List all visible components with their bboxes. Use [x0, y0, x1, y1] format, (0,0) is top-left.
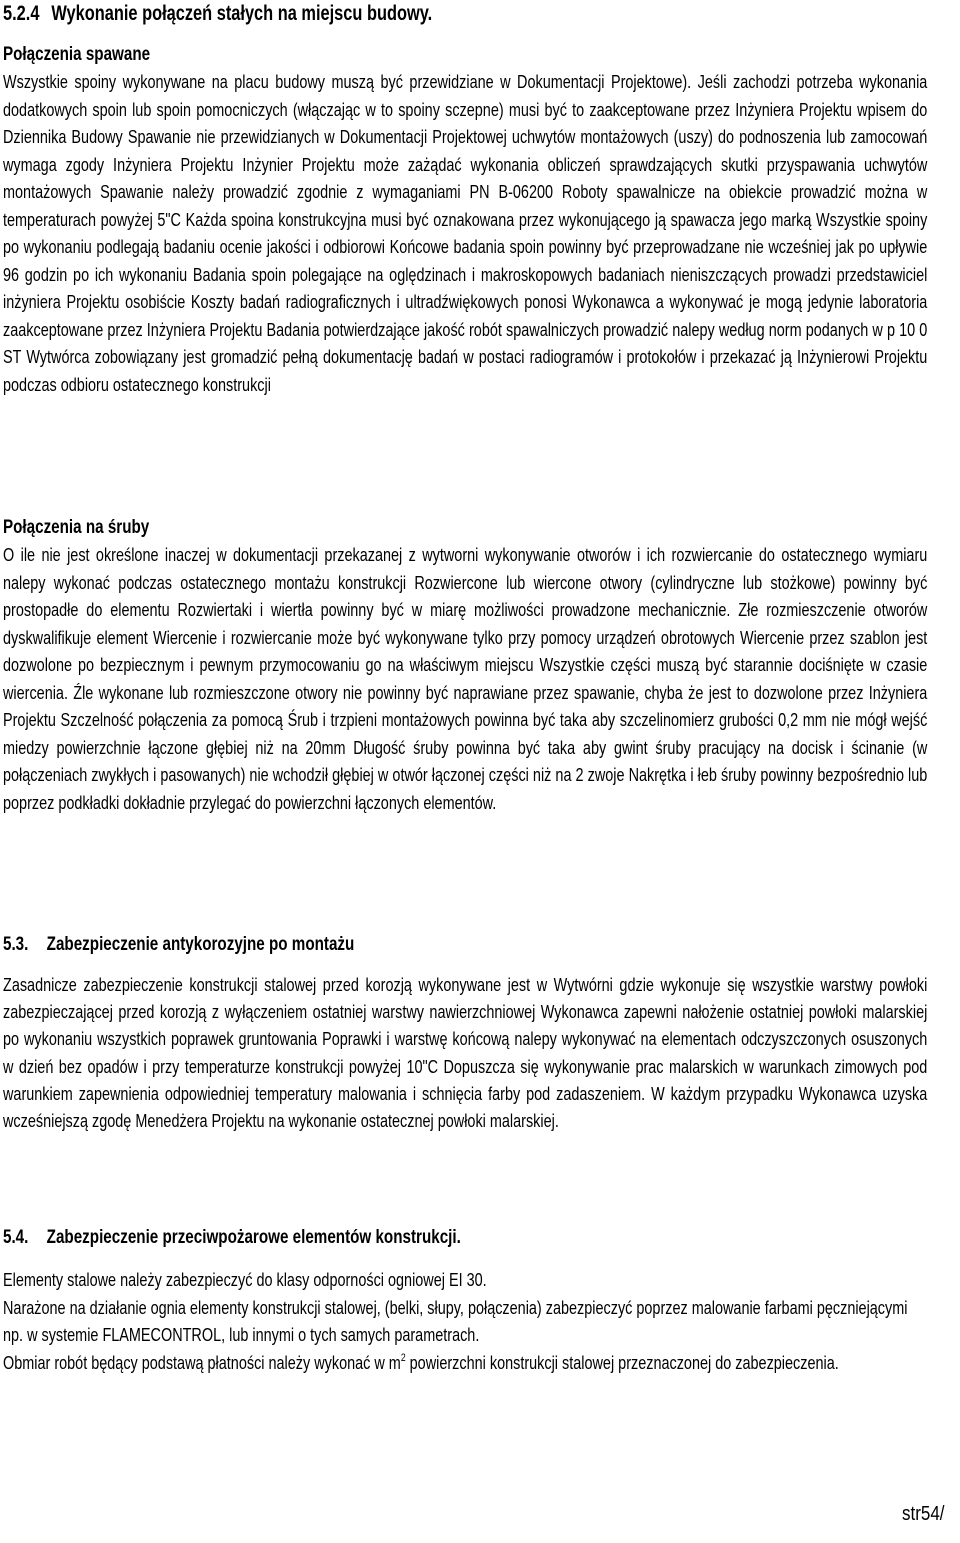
section-5-4-paragraphs	[3, 1266, 927, 1376]
section-heading-5-3	[3, 932, 927, 956]
section-title: Zabezpieczenie antykorozyjne po montażu	[46, 933, 355, 955]
section-5-3-paragraph	[3, 971, 927, 1134]
section-number: 5.2.4	[3, 2, 40, 25]
section-title: Zabezpieczenie przeciwpożarowe elementów konstrukcji.	[46, 1226, 461, 1248]
measurement-text-after: powierzchni konstrukcji stalowej przeznaczonej do zabezpieczenia.	[405, 1351, 839, 1373]
section-heading-5-4	[3, 1225, 927, 1249]
bolted-paragraph	[3, 541, 927, 816]
welded-heading: Połączenia spawane	[3, 43, 151, 65]
section-5-3-text: Zasadnicze zabezpieczenie konstrukcji stalowej przed korozją wykonywane jest w Wytwórni gdzie wykonuje się wszystkie warstwy powłoki zabezpieczającej przed korozją z wyłączeniem ostatniej warstwy nawierzchniowej Wykonawca zapewni nałożenie ostatniej powłoki malarskiej po wykonaniu wszystkich poprawek gruntowania Poprawki i warstwę końcową nalepy wykonywać na elementach odczyszczonych osuszonych w dzień bez opadów i przy temperaturze konstrukcji powyżej 10"C Dopuszcza się wykonywanie prac malarskich w warunkach zimowych pod warunkiem zapewnienia odpowiedniej temperatury malowania i schnięcia farby pod zadaszeniem. W każdym przypadku Wykonawca uzyska wcześniejszą zgodę Menedżera Projektu na wykonanie ostatecznej powłoki malarskiej.	[3, 974, 928, 1132]
section-heading-5-2-4	[3, 1, 927, 27]
system-line: np. w systemie FLAMECONTROL, lub innymi o tych samych parametrach.	[3, 1324, 480, 1345]
square-superscript: 2	[400, 1351, 406, 1364]
page-number: str54/	[902, 1503, 945, 1525]
intumescent-line: Narażone na działanie ognia elementy konstrukcji stalowej, (belki, słupy, połączenia) zabezpieczyć poprzez malowanie farbami pęczniejącymi	[3, 1296, 908, 1318]
bolted-text: O ile nie jest określone inaczej w dokumentacji przekazanej z wytworni wykonywanie otworów i ich rozwiercanie do ostatecznego wymiaru nalepy wykonać podczas ostatecznego montażu konstrukcji Rozwiercone lub wiercone otwory (cylindryczne lub stożkowe) powinny być prostopadłe do elementu Rozwiertaki i wiertła powinny być w miarę możliwości prowadzone mechanicznie. Złe rozmieszczenie otworów dyskwalifikuje element Wiercenie i rozwiercanie może być wykonywane tylko przy pomocy urządzeń obrotowych Wiercenie przez szablon jest dozwolone po bezpiecznym i pewnym przymocowaniu go na właściwym miejscu Wszystkie części muszą być starannie dociśnięte w czasie wiercenia. Źle wykonane lub rozmieszczone otwory nie powinny być naprawiane przez spawanie, chyba że jest to dozwolone przez Inżyniera Projektu Szczelność połączenia za pomocą Śrub i trzpieni montażowych powinna być taka aby szczelinomierz grubości 0,2 mm nie mógł wejść miedzy powierzchnie łączone głębiej niż na 20mm Długość śruby powinna być taka aby gwint śruby pracujący na docisk i ścinanie (w połączeniach zwykłych i pasowanych) nie wchodził głębiej w otwór łączonej części niż na 2 zwoje Nakrętka i łeb śruby powinny bezpośrednio lub poprzez podkładki dokładnie przylegać do powierzchni łączonych elementów.	[3, 544, 928, 813]
welded-paragraph	[3, 68, 927, 398]
fire-class-line: Elementy stalowe należy zabezpieczyć do klasy odporności ogniowej EI 30.	[3, 1269, 487, 1290]
section-number: 5.3.	[3, 933, 29, 955]
bolted-heading: Połączenia na śruby	[3, 516, 150, 538]
welded-text: Wszystkie spoiny wykonywane na placu budowy muszą być przewidziane w Dokumentacji Projektowe). Jeśli zachodzi potrzeba wykonania dodatkowych spoin lub spoin pomocniczych (włączając w to spoiny sczepne) musi być to zaakceptowane przez Inżyniera Projektu wpisem do Dziennika Budowy Spawanie nie przewidzianych w Dokumentacji Projektowej uchwytów montażowych (uszy) do podnoszenia lub zamocowań wymaga zgody Inżyniera Projektu Inżynier Projektu może zażądać wykonania obliczeń sprawdzających skutki przyspawania uchwytów montażowych Spawanie należy prowadzić zgodnie z wymaganiami PN B-06200 Roboty spawalnicze na obiekcie prowadzić można w temperaturach powyżej 5"C Każda spoina konstrukcyjna musi być oznakowana przez wykonującego ją spawacza jego marką Wszystkie spoiny po wykonaniu podlegają badaniu ocenie jakości i odbiorowi Końcowe badania spoin powinny być przeprowadzane nie wcześniej jak po upływie 96 godzin po ich wykonaniu Badania spoin polegające na oględzinach i makroskopowych badaniach nieniszczących prowadzi przedstawiciel inżyniera Projektu osobiście Koszty badań radiograficznych i ultradźwiękowych ponosi Wykonawca a wykonywać je mogą jedynie laboratoria zaakceptowane przez Inżyniera Projektu Badania potwierdzające jakość robót spawalniczych prowadzić nalepy według norm podanych w p 10 0 ST Wytwórca zobowiązany jest gromadzić pełną dokumentację badań w postaci radiogramów i protokołów i przekazać ją Inżynierowi Projektu podczas odbioru ostatecznego konstrukcji	[3, 71, 928, 395]
measurement-text-before: Obmiar robót będący podstawą płatności należy wykonać w m	[3, 1351, 401, 1373]
section-title: Wykonanie połączeń stałych na miejscu budowy.	[51, 2, 433, 25]
section-number: 5.4.	[3, 1226, 29, 1248]
measurement-line	[3, 1349, 927, 1377]
